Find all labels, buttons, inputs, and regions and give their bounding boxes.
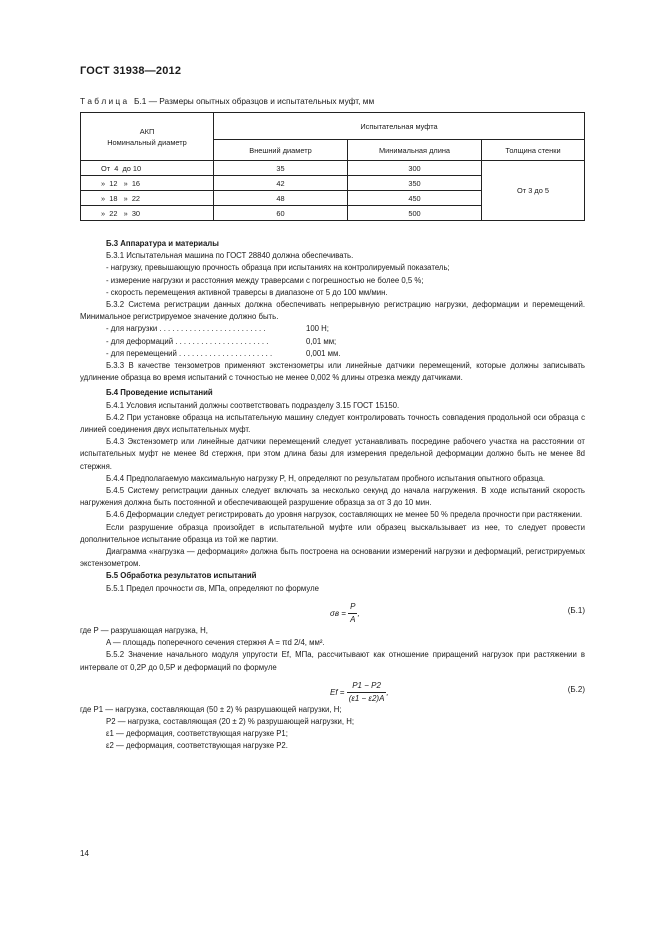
list-item: - измерение нагрузки и расстояния между траверсами с погрешностью не более 0,5 %; [106, 275, 424, 285]
table-caption: Т а б л и ц а Б.1 — Размеры опытных образцов и испытательных муфт, мм [80, 96, 375, 106]
paragraph: Б.3.3 В качестве тензометров применяют экстензометры или линейные датчики перемещений, которые должны записывать удлинение образца во время испытаний с точностью не менее 0,002 % длины отрезка между датчиками. [80, 361, 585, 383]
list-item: - для перемещений . . . . . . . . . . . . . . . . . . . . . . 0,001 мм. [106, 348, 341, 358]
paragraph: Б.3.2 Система регистрации данных должна обеспечивать непрерывную регистрацию нагрузки, деформации и перемещений. Минимальное регистрируемое значение должно быть. [80, 300, 585, 322]
dimensions-table [80, 112, 585, 221]
cell-length: 300 [348, 161, 482, 176]
paragraph: Диаграмма «нагрузка — деформация» должна быть построена на основании измерений нагрузки и деформаций, регистрируемых экстензометром. [80, 547, 585, 569]
table-header-wall: Толщина стенки [482, 140, 585, 161]
cell-diameter: » 22 » 30 [81, 206, 214, 221]
formula-b1: σв = $\frac{P}{A}$ , (Б.1) [330, 601, 585, 625]
cell-outer: 60 [214, 206, 348, 221]
page-number: 14 [80, 849, 89, 858]
table-header-akp: АКП Номинальный диаметр [81, 113, 214, 161]
cell-diameter: От 4 до 10 [81, 161, 214, 176]
section-title: Б.3 Аппаратура и материалы [106, 239, 219, 248]
formula-b2: Ef = $\frac{P1 - P2}{(\varepsilon 1 - \varepsilon 2)A}$ , (Б.2) [330, 680, 585, 703]
paragraph: где P1 — нагрузка, составляющая (50 ± 2) % разрушающей нагрузки, Н; [80, 704, 342, 714]
list-item: - нагрузку, превышающую прочность образца при испытаниях на контролируемый показатель; [106, 263, 450, 273]
paragraph: где P — разрушающая нагрузка, Н, [80, 625, 208, 635]
paragraph: Б.4.3 Экстензометр или линейные датчики перемещений следует устанавливать посредине рабочего участка на расстоянии от испытательных муфт не менее 8d стержня, при этом длина базы для измерения предельной деформации должно быть не менее 8d стержня. [80, 437, 585, 471]
cell-length: 500 [348, 206, 482, 221]
paragraph: A — площадь поперечного сечения стержня A = πd 2/4, мм². [106, 638, 325, 648]
paragraph: Б.3.1 Испытательная машина по ГОСТ 28840 должна обеспечивать. [106, 251, 354, 261]
table-row [81, 161, 585, 176]
table-header-coupling: Испытательная муфта [214, 113, 585, 140]
list-item: - для деформаций . . . . . . . . . . . . . . . . . . . . . . 0,01 мм; [106, 336, 337, 346]
cell-wall: От 3 до 5 [482, 161, 585, 221]
cell-outer: 42 [214, 176, 348, 191]
paragraph: Б.4.1 Условия испытаний должны соответствовать подразделу 3.15 ГОСТ 15150. [106, 400, 400, 410]
cell-outer: 35 [214, 161, 348, 176]
document-header: ГОСТ 31938—2012 [80, 65, 182, 77]
paragraph: P2 — нагрузка, составляющая (20 ± 2) % разрушающей нагрузки, Н; [106, 716, 355, 726]
paragraph: Б.4.2 При установке образца на испытательную машину следует контролировать точность совпадения продольной оси образца с линией соединения двух испытательных муфт. [80, 412, 585, 435]
document-body [80, 238, 585, 753]
list-item: - для нагрузки . . . . . . . . . . . . . . . . . . . . . . . . . 100 Н; [106, 324, 329, 334]
list-item: - скорость перемещения активной траверсы в диапазоне от 5 до 100 мм/мин. [106, 287, 388, 297]
cell-length: 350 [348, 176, 482, 191]
paragraph: Б.4.5 Систему регистрации данных следует включать за несколько секунд до начала нагружения. В ходе испытаний скорость нагружения должна быть постоянной и обеспечивающей разрушение образца за от 3 до 10 мин. [80, 486, 585, 508]
paragraph: Б.4.4 Предполагаемую максимальную нагрузку P, Н, определяют по результатам пробного испытания опытного образца. [106, 473, 546, 483]
cell-length: 450 [348, 191, 482, 206]
paragraph: Если разрушение образца произойдет в испытательной муфте или образец выскальзывает из нее, то следует провести дополнительное испытание образца из той же партии. [80, 522, 585, 544]
paragraph: Б.4.6 Деформации следует регистрировать до уровня нагрузок, составляющих не менее 50 % предела прочности при растяжении. [106, 510, 583, 520]
paragraph: ε2 — деформация, соответствующая нагрузке P2. [106, 741, 288, 751]
paragraph: Б.5.1 Предел прочности σв, МПа, определяют по формуле [106, 583, 319, 593]
cell-diameter: » 12 » 16 [81, 176, 214, 191]
cell-diameter: » 18 » 22 [81, 191, 214, 206]
cell-outer: 48 [214, 191, 348, 206]
paragraph: Б.5.2 Значение начального модуля упругости Ef, МПа, рассчитывают как отношение приращений нагрузок при растяжении в интервале от 0,2P до 0,5P и деформаций по формуле [80, 650, 585, 672]
formula-number: (Б.2) [567, 684, 585, 694]
section-title: Б.4 Проведение испытаний [106, 388, 213, 398]
table-header-outer: Внешний диаметр [214, 140, 348, 161]
section-title: Б.5 Обработка результатов испытаний [106, 571, 257, 581]
formula-number: (Б.1) [567, 605, 585, 615]
paragraph: ε1 — деформация, соответствующая нагрузке P1; [106, 729, 288, 739]
table-header-length: Минимальная длина [348, 140, 482, 161]
